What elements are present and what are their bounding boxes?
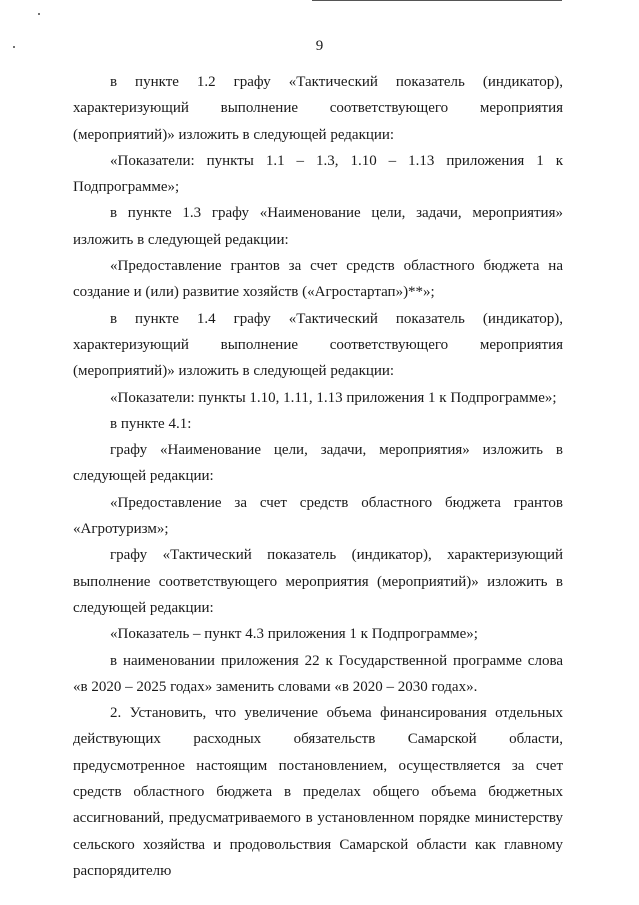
scan-top-edge-line [312,0,562,1]
paragraph: в пункте 1.3 графу «Наименование цели, задачи, мероприятия» изложить в следующей редакции: [73,205,563,248]
paragraph: в пункте 1.4 графу «Тактический показатель (индикатор), характеризующий выполнение соответствующего мероприятия (мероприятий)» изложить в следующей редакции: [73,310,563,380]
paragraph: в пункте 1.2 графу «Тактический показатель (индикатор), характеризующий выполнение соответствующего мероприятия (мероприятий)» изложить в следующей редакции: [73,74,563,143]
paragraph: в наименовании приложения 22 к Государственной программе слова «в 2020 – 2025 годах» заменить словами «в 2020 – 2030 годах». [73,652,563,695]
page-number: 9 [315,38,324,54]
paragraph: «Предоставление грантов за счет средств областного бюджета на создание и (или) развитие хозяйств («Агростартап»)**»; [73,258,563,301]
paragraph: в пункте 4.1: [110,415,192,432]
paragraph: графу «Наименование цели, задачи, мероприятия» изложить в следующей редакции: [73,442,563,485]
paragraph: «Показатели: пункты 1.1 – 1.3, 1.10 – 1.13 приложения 1 к Подпрограмме»; [73,152,563,196]
paragraph: «Предоставление за счет средств областного бюджета грантов «Агротуризм»; [73,494,563,538]
scan-speck [38,13,40,15]
paragraph: 2. Установить, что увеличение объема финансирования отдельных действующих расходных обязательств Самарской области, предусмотренное настоящим постановлением, осуществляется за счет средств областного бюджета в пределах общего объема бюджетных ассигнований, предусматриваемого в установленном порядке министерству сельского хозяйства и продовольствия Самарской области как главному распорядителю [73,705,563,879]
paragraph: графу «Тактический показатель (индикатор), характеризующий выполнение соответствующего мероприятия (мероприятий)» изложить в следующей редакции: [73,547,563,616]
document-body [73,69,563,884]
paragraph: «Показатель – пункт 4.3 приложения 1 к Подпрограмме»; [110,626,478,643]
paragraph: «Показатели: пункты 1.10, 1.11, 1.13 приложения 1 к Подпрограмме»; [110,389,557,406]
